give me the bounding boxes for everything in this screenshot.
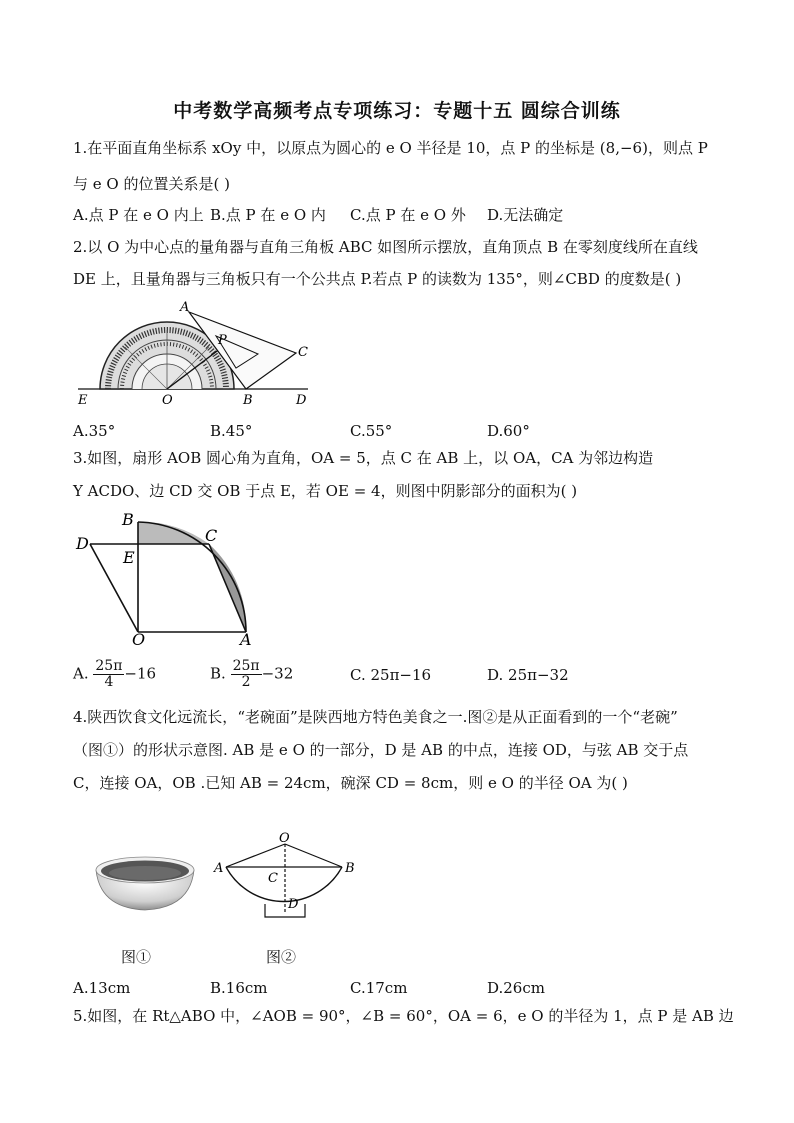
q4-line2: （图①）的形状示意图. AB 是 e O 的一部分，D 是 AB 的中点，连接 OD，与弦 AB 交于点 — [73, 741, 689, 759]
label-e: E — [78, 393, 88, 408]
label-c: C — [298, 345, 308, 360]
q3-option-a-fraction — [93, 659, 124, 690]
segment-oa — [226, 844, 285, 867]
q2-option-d: D.60° — [487, 422, 530, 440]
q3-option-b — [210, 659, 293, 690]
q1-option-b: B.点 P 在 e O 内 — [210, 206, 326, 224]
label-b: B — [243, 393, 253, 408]
q3-option-b-fraction — [231, 659, 262, 690]
q4-option-d: D.26cm — [487, 979, 545, 997]
label-b: B — [122, 510, 134, 529]
q3-option-d: D. 25π−32 — [487, 666, 569, 684]
protractor-figure — [70, 296, 320, 408]
q3-option-b-suffix: −32 — [261, 664, 294, 683]
label-a: A — [214, 861, 224, 876]
segment-ob — [285, 844, 342, 867]
q3-line1: 3.如图，扇形 AOB 圆心角为直角，OA = 5，点 C 在 AB 上，以 OA，CA 为邻边构造 — [73, 449, 654, 467]
q1-line2: 与 e O 的位置关系是( ) — [73, 175, 230, 193]
bowl-diagram — [205, 830, 365, 925]
q4-option-c: C.17cm — [350, 979, 408, 997]
caption-figure-2: 图② — [266, 948, 297, 966]
q5-line1: 5.如图，在 Rt△ABO 中，∠AOB = 90°，∠B = 60°，OA = 6，e O 的半径为 1，点 P 是 AB 边 — [73, 1007, 734, 1025]
label-d: D — [76, 534, 89, 553]
q3-option-a-denominator: 4 — [104, 674, 114, 690]
caption-figure-1: 图① — [121, 948, 152, 966]
q1-line1: 1.在平面直角坐标系 xOy 中，以原点为圆心的 e O 半径是 10，点 P 的坐标是 (8,−6)，则点 P — [73, 139, 708, 157]
label-e: E — [123, 548, 135, 567]
label-o: O — [132, 630, 146, 649]
q1-option-c: C.点 P 在 e O 外 — [350, 206, 466, 224]
arc-adb — [226, 867, 342, 902]
q3-option-b-numerator: 25π — [232, 658, 260, 674]
label-c: C — [205, 526, 218, 545]
q3-line2: Y ACDO、边 CD 交 OB 于点 E，若 OE = 4，则图中阴影部分的面积为( ) — [73, 482, 578, 500]
label-d: D — [296, 393, 307, 408]
bowl-photo — [90, 850, 200, 915]
q1-option-a: A.点 P 在 e O 内上 — [73, 206, 204, 224]
segment-ca — [209, 544, 246, 632]
q2-option-a: A.35° — [73, 422, 116, 440]
page-title: 中考数学高频考点专项练习：专题十五 圆综合训练 — [173, 100, 621, 122]
q3-option-a-numerator: 25π — [95, 658, 123, 674]
label-b: B — [345, 861, 355, 876]
q4-option-b: B.16cm — [210, 979, 268, 997]
label-a: A — [180, 300, 190, 315]
label-o: O — [279, 831, 290, 846]
label-p: P — [218, 333, 227, 348]
q2-line2: DE 上，且量角器与三角板只有一个公共点 P.若点 P 的读数为 135°，则∠CBD 的度数是( ) — [73, 270, 682, 288]
q3-option-b-denominator: 2 — [241, 674, 251, 690]
q2-option-c: C.55° — [350, 422, 393, 440]
q4-line1: 4.陕西饮食文化远流长，“老碗面”是陕西地方特色美食之一.图②是从正面看到的一个“老碗” — [73, 708, 678, 726]
sector-figure — [70, 505, 270, 650]
q3-option-b-prefix: B. — [210, 664, 226, 683]
q3-option-a-suffix: −16 — [124, 664, 157, 683]
q2-line1: 2.以 O 为中心点的量角器与直角三角板 ABC 如图所示摆放，直角顶点 B 在零刻度线所在直线 — [73, 238, 698, 256]
q3-option-a-prefix: A. — [73, 664, 89, 683]
q3-option-c: C. 25π−16 — [350, 666, 432, 684]
q4-line3: C，连接 OA，OB .已知 AB = 24cm，碗深 CD = 8cm，则 e O 的半径 OA 为( ) — [73, 774, 628, 792]
label-a: A — [240, 630, 252, 649]
q4-option-a: A.13cm — [73, 979, 131, 997]
q1-option-d: D.无法确定 — [487, 206, 564, 224]
label-d: D — [288, 897, 299, 912]
q3-option-a — [73, 659, 156, 690]
q2-option-b: B.45° — [210, 422, 253, 440]
label-o: O — [162, 393, 173, 408]
label-c: C — [268, 871, 278, 886]
